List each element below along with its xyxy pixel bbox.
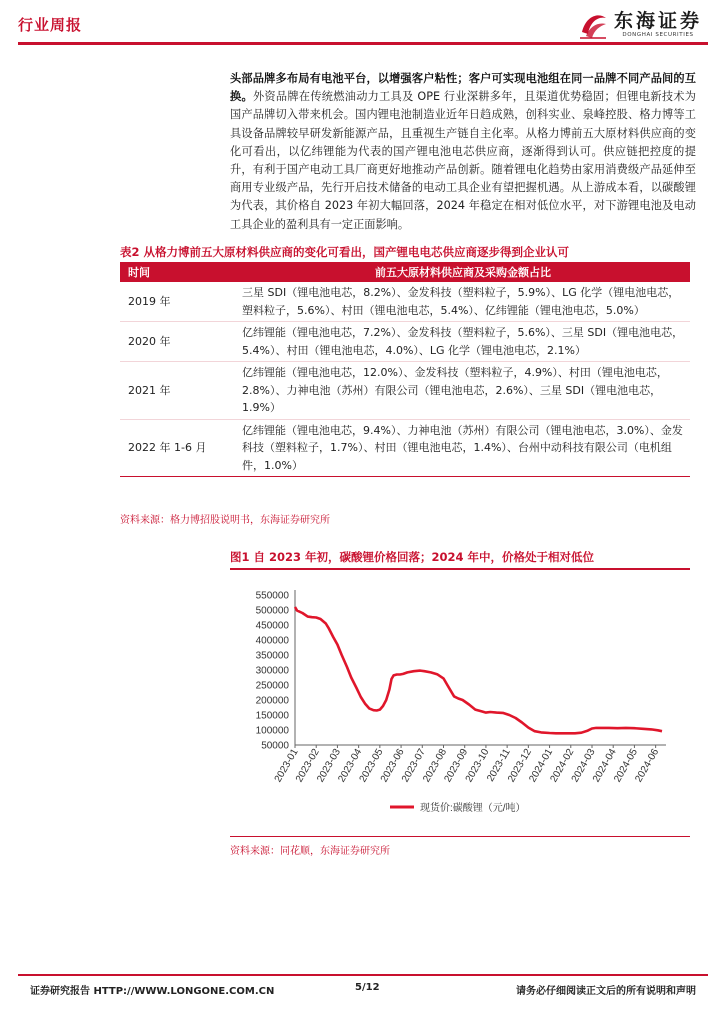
x-tick-label: 2023-06 xyxy=(378,747,407,785)
y-tick-label: 100000 xyxy=(255,725,289,737)
x-tick-label: 2024-03 xyxy=(569,747,598,785)
header-rule xyxy=(18,42,708,45)
y-tick-label: 350000 xyxy=(255,650,289,662)
x-tick-label: 2024-05 xyxy=(612,747,641,785)
x-tick-label: 2024-01 xyxy=(527,747,556,785)
x-tick-label: 2023-08 xyxy=(421,747,450,785)
series-line-lithium-carbonate xyxy=(295,607,662,733)
chart-svg xyxy=(240,575,680,825)
y-tick-label: 500000 xyxy=(255,605,289,617)
table-row xyxy=(120,282,690,322)
legend-label: 现货价:碳酸锂（元/吨） xyxy=(420,803,526,814)
y-tick-label: 450000 xyxy=(255,620,289,632)
figure-title: 图1 自 2023 年初，碳酸锂价格回落；2024 年中，价格处于相对低位 xyxy=(230,550,595,564)
y-tick-label: 200000 xyxy=(255,695,289,707)
row-year: 2021 年 xyxy=(120,362,236,420)
x-tick-label: 2024-06 xyxy=(633,747,662,785)
x-tick-label: 2023-07 xyxy=(400,747,428,785)
row-year: 2020 年 xyxy=(120,322,236,362)
page-number: 5/12 xyxy=(355,982,380,993)
y-tick-label: 150000 xyxy=(255,710,289,722)
row-year: 2022 年 1-6 月 xyxy=(120,419,236,477)
x-tick-label: 2023-12 xyxy=(506,747,534,785)
table-header-row xyxy=(120,262,690,282)
row-suppliers: 三星 SDI（锂电池电芯，8.2%）、金发科技（塑料粒子，5.9%）、LG 化学（锂电池电芯，塑料粒子，5.6%）、村田（锂电池电芯，5.4%）、亿纬锂能（锂电池电芯，5.0%） xyxy=(236,282,690,322)
x-tick-label: 2023-10 xyxy=(463,747,492,785)
y-tick-label: 300000 xyxy=(255,665,289,677)
y-tick-label: 550000 xyxy=(255,590,289,602)
table-row xyxy=(120,322,690,362)
row-suppliers: 亿纬锂能（锂电池电芯，9.4%）、力神电池（苏州）有限公司（锂电池电芯，3.0%）、金发科技（塑料粒子，1.7%）、村田（锂电池电芯，1.4%）、台州中动科技有限公司（电机组件，1.0%） xyxy=(236,419,690,477)
x-tick-label: 2023-03 xyxy=(315,747,344,785)
figure-bottom-rule xyxy=(230,836,690,837)
header-year: 时间 xyxy=(120,262,236,282)
figure-top-rule xyxy=(230,568,690,570)
logo-emblem-icon xyxy=(576,8,610,42)
footer-left: 证券研究报告 HTTP://WWW.LONGONE.COM.CN xyxy=(30,986,275,997)
table-source: 资料来源：格力博招股说明书，东海证券研究所 xyxy=(120,515,330,526)
section-tag: 行业周报 xyxy=(18,16,83,34)
footer-rule xyxy=(18,974,708,976)
logo-name-cn: 东海证券 xyxy=(613,10,702,32)
row-suppliers: 亿纬锂能（锂电池电芯，12.0%）、金发科技（塑料粒子，4.9%）、村田（锂电池电芯，2.8%）、力神电池（苏州）有限公司（锂电池电芯，2.6%）、三星 SDI（锂电池电芯，1.9%） xyxy=(236,362,690,420)
intro-lead: 头部品牌多布局有电池平台，以增强客户粘性；客户可实现电池组在同一品牌不同产品间的互换。 xyxy=(230,72,696,104)
intro-paragraph xyxy=(230,70,696,234)
y-tick-label: 400000 xyxy=(255,635,289,647)
table-row xyxy=(120,362,690,420)
logo-name-en: DONGHAI SECURITIES xyxy=(622,32,694,38)
table-row xyxy=(120,419,690,477)
brand-logo xyxy=(576,8,702,42)
figure-source: 资料来源：同花顺，东海证券研究所 xyxy=(230,846,390,857)
x-tick-label: 2023-02 xyxy=(293,747,322,785)
x-tick-label: 2023-01 xyxy=(272,747,301,785)
x-tick-label: 2023-09 xyxy=(442,747,471,785)
table-title: 表2 从格力博前五大原材料供应商的变化可看出，国产锂电电芯供应商逐步得到企业认可 xyxy=(120,245,570,259)
intro-body: 外资品牌在传统燃油动力工具及 OPE 行业深耕多年，且渠道优势稳固；但锂电新技术为国产品牌切入带来机会。国内锂电池制造业近年日趋成熟，创科实业、泉峰控股、格力博等工具设备品牌较早研发新能源产品，且重视生产链自主化率。从格力博前五大原材料供应商的变化可看出，以亿纬锂能为代表的国产锂电池电芯供应商，逐渐得到认可。供应链把控度的提升，有利于国产电动工具厂商更好地推动产品创新。随着锂电化趋势由家用消费级产品延伸至商用专业级产品，先行开启技术储备的电动工具企业有望把握机遇。从上游成本看，以碳酸锂为代表，其价格自 2023 年初大幅回落，2024 年稳定在相对低位水平，对下游锂电池及电动工具企业的盈利具有一定正面影响。 xyxy=(230,90,696,231)
row-year: 2019 年 xyxy=(120,282,236,322)
supplier-table xyxy=(120,262,690,477)
x-tick-label: 2023-04 xyxy=(336,747,365,785)
y-tick-label: 50000 xyxy=(261,740,289,752)
header-suppliers: 前五大原材料供应商及采购金额占比 xyxy=(236,262,690,282)
x-tick-label: 2024-02 xyxy=(548,747,577,785)
x-tick-label: 2024-04 xyxy=(590,747,619,785)
x-tick-label: 2023-11 xyxy=(485,747,513,784)
lithium-price-chart xyxy=(240,575,680,825)
y-tick-label: 250000 xyxy=(255,680,289,692)
row-suppliers: 亿纬锂能（锂电池电芯，7.2%）、金发科技（塑料粒子，5.6%）、三星 SDI（锂电池电芯，5.4%）、村田（锂电池电芯，4.0%）、LG 化学（锂电池电芯，2.1%） xyxy=(236,322,690,362)
footer-disclaimer: 请务必仔细阅读正文后的所有说明和声明 xyxy=(516,986,696,997)
x-tick-label: 2023-05 xyxy=(357,747,386,785)
